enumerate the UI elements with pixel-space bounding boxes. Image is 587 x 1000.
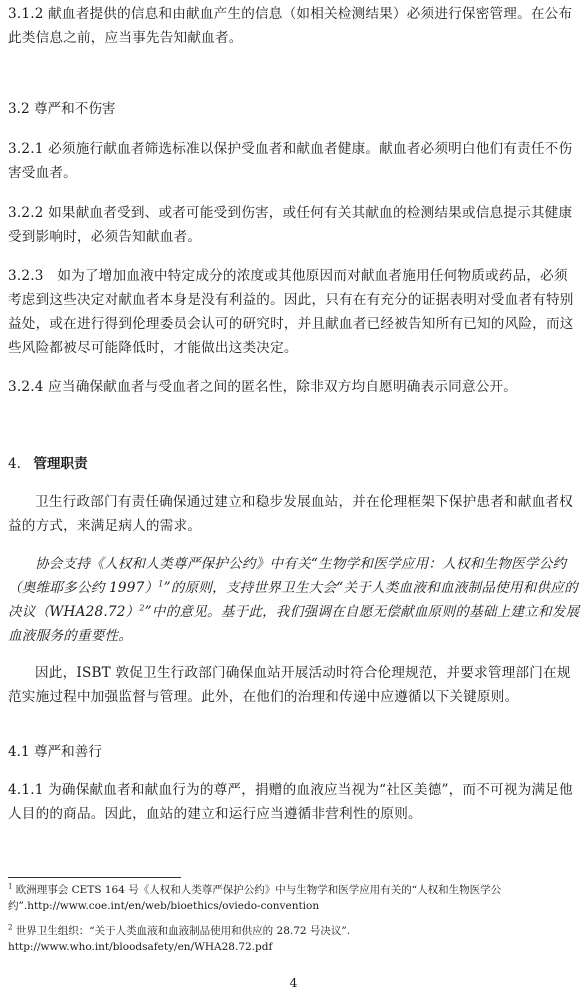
paragraph-3-2-2: 3.2.2 如果献血者受到、或者可能受到伤害，或任何有关其献血的检测结果或信息提示其健康受到影响时，必须告知献血者。 [8,205,573,245]
paragraph-4-intro: 卫生行政部门有责任确保通过建立和稳步发展血站，并在伦理框架下保护患者和献血者权益的方式，来满足病人的需求。 [8,494,573,534]
footnote-2 [8,923,580,955]
section-heading-4-1: 4.1 尊严和善行 [8,744,102,760]
footnote-2-link[interactable]: http://www.who.int/bloodsafety/en/WHA28.72.pdf [8,941,273,953]
italic-text-part-b: ”的原则，支持世界卫生大会“关于人类血液和血液制品使用和供应的决议（WHA28.72） [8,580,578,620]
paragraph-4-isbt-urges: 因此，ISBT 敦促卫生行政部门确保血站开展活动时符合伦理规范，并要求管理部门在规范实施过程中加强监督与管理。此外，在他们的治理和传递中应遵循以下关键原则。 [8,665,571,705]
footnote-ref-1[interactable]: 1 [158,579,164,589]
footnote-divider [8,877,181,878]
footnote-1 [8,882,580,914]
paragraph-3-1-2: 3.1.2 献血者提供的信息和由献血产生的信息（如相关检测结果）必须进行保密管理。在公布此类信息之前，应当事先告知献血者。 [8,6,573,46]
paragraph-3-2-1: 3.2.1 必须施行献血者筛选标准以保护受血者和献血者健康。献血者必须明白他们有责任不伤害受血者。 [8,141,573,181]
page-number: 4 [289,975,298,990]
footnote-ref-2[interactable]: 2 [139,603,145,613]
section-number: 4. [8,456,21,472]
paragraph-3-2-3: 3.2.3 如为了增加血液中特定成分的浓度或其他原因而对献血者施用任何物质或药品，必须考虑到这些决定对献血者本身是没有利益的。因此，只有在有充分的证据表明对受血者有特别益处，或在进行得到伦理委员会认可的研究时，并且献血者已经被告知所有已知的风险，而这些风险都被尽可能降低时，才能做出这类决定。 [8,268,574,356]
paragraph-4-isbt-support [8,552,580,648]
section-heading-3-2: 3.2 尊严和不伤害 [8,101,116,117]
footnote-1-number: 1 [8,882,13,891]
footnote-1-text: 欧洲理事会 CETS 164 号《人权和人类尊严保护公约》中与生物学和医学应用有关的“人权和生物医学公约”.http://www.coe.int/en/web/bioethics/oviedo-convention [8,884,502,912]
paragraph-3-2-4: 3.2.4 应当确保献血者与受血者之间的匿名性，除非双方均自愿明确表示同意公开。 [8,379,518,395]
paragraph-4-1-1: 4.1.1 为确保献血者和献血行为的尊严，捐赠的血液应当视为“社区美德”，而不可视为满足他人目的的商品。因此，血站的建立和运行应当遵循非营利性的原则。 [8,782,573,822]
footnote-2-number: 2 [8,923,13,932]
section-heading-4 [8,452,88,476]
section-title: 管理职责 [33,456,88,472]
footnote-2-text: 世界卫生组织：“关于人类血液和血液制品使用和供应的 28.72 号决议”. [12,925,351,937]
italic-text-part-a: 协会支持《人权和人类尊严保护公约》中有关“生物学和医学应用：人权和生物医学公约（奥维耶多公约 1997） [8,556,567,596]
italic-text-part-c: ”中的意见。基于此，我们强调在自愿无偿献血原则的基础上建立和发展血液服务的重要性。 [8,604,580,644]
